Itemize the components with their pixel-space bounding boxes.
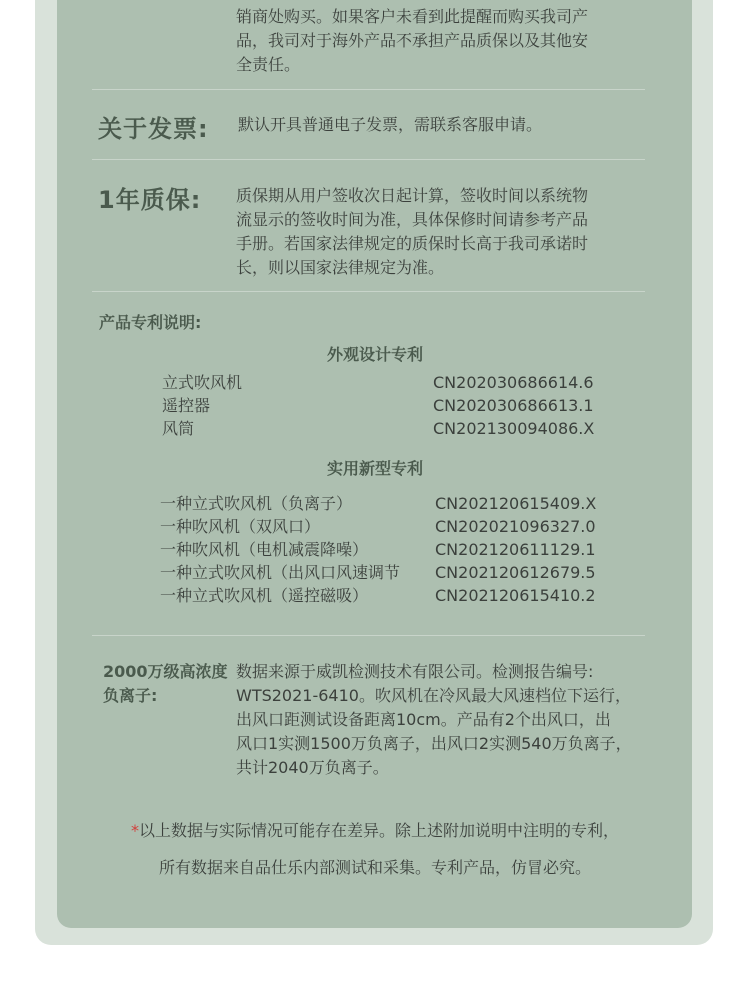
invoice-text: 默认开具普通电子发票，需联系客服申请。 <box>238 115 543 134</box>
overseas-note <box>236 5 588 77</box>
utility-patent-name: 一种吹风机（电机减震降噪） <box>160 540 369 559</box>
utility-patent-title: 实用新型专利 <box>326 459 423 478</box>
footnote-line-1 <box>0 818 750 841</box>
divider <box>92 89 645 90</box>
utility-patent-name: 一种立式吹风机（负离子） <box>160 494 353 513</box>
asterisk: * <box>130 821 139 840</box>
invoice-label: 关于发票: <box>98 115 209 143</box>
utility-patent-number: CN202120615409.X <box>435 494 597 513</box>
warranty-line: 长，则以国家法律规定为准。 <box>236 258 445 277</box>
ion-label-line: 负离子: <box>103 686 158 705</box>
utility-patent-number: CN202120611129.1 <box>435 540 596 559</box>
ion-label <box>103 660 228 708</box>
warranty-line: 手册。若国家法律规定的质保时长高于我司承诺时 <box>236 234 589 253</box>
utility-patent-number: CN202120615410.2 <box>435 586 596 605</box>
divider <box>92 635 645 636</box>
overseas-line: 品，我司对于海外产品不承担产品质保以及其他安 <box>236 31 589 50</box>
utility-patent-number: CN202021096327.0 <box>435 517 596 536</box>
ion-line: 出风口距测试设备距离10cm。产品有2个出风口，出 <box>236 710 611 729</box>
divider <box>92 291 645 292</box>
design-patent-number: CN202030686614.6 <box>433 373 594 392</box>
design-patent-number: CN202030686613.1 <box>433 396 594 415</box>
warranty-label: 1年质保: <box>98 186 202 214</box>
warranty-line: 质保期从用户签收次日起计算，签收时间以系统物 <box>236 186 589 205</box>
warranty-text <box>236 184 588 280</box>
design-patent-name: 风筒 <box>162 419 195 438</box>
ion-text <box>236 660 632 780</box>
divider <box>92 159 645 160</box>
warranty-line: 流显示的签收时间为准，具体保修时间请参考产品 <box>236 210 589 229</box>
ion-label-line: 2000万级高浓度 <box>103 662 228 681</box>
ion-line: 共计2040万负离子。 <box>236 758 389 777</box>
design-patent-number: CN202130094086.X <box>433 419 595 438</box>
overseas-line: 销商处购买。如果客户未看到此提醒而购买我司产 <box>236 7 589 26</box>
design-patent-name: 立式吹风机 <box>162 373 243 392</box>
ion-line: 风口1实测1500万负离子，出风口2实测540万负离子， <box>236 734 632 753</box>
utility-patent-number: CN202120612679.5 <box>435 563 596 582</box>
ion-line: 数据来源于威凯检测技术有限公司。检测报告编号: <box>236 662 594 681</box>
design-patent-title: 外观设计专利 <box>326 345 423 364</box>
footnote-text: 以上数据与实际情况可能存在差异。除上述附加说明中注明的专利， <box>138 821 619 840</box>
utility-patent-name: 一种立式吹风机（遥控磁吸） <box>160 586 369 605</box>
design-patent-name: 遥控器 <box>162 396 211 415</box>
overseas-line: 全责任。 <box>236 55 301 74</box>
ion-line: WTS2021-6410。吹风机在冷风最大风速档位下运行， <box>236 686 631 705</box>
utility-patent-name: 一种吹风机（双风口） <box>160 517 321 536</box>
patents-label: 产品专利说明: <box>99 313 202 332</box>
utility-patent-name: 一种立式吹风机（出风口风速调节 <box>160 563 401 582</box>
footnote-line-2: 所有数据来自品仕乐内部测试和采集。专利产品，仿冒必究。 <box>158 858 591 877</box>
